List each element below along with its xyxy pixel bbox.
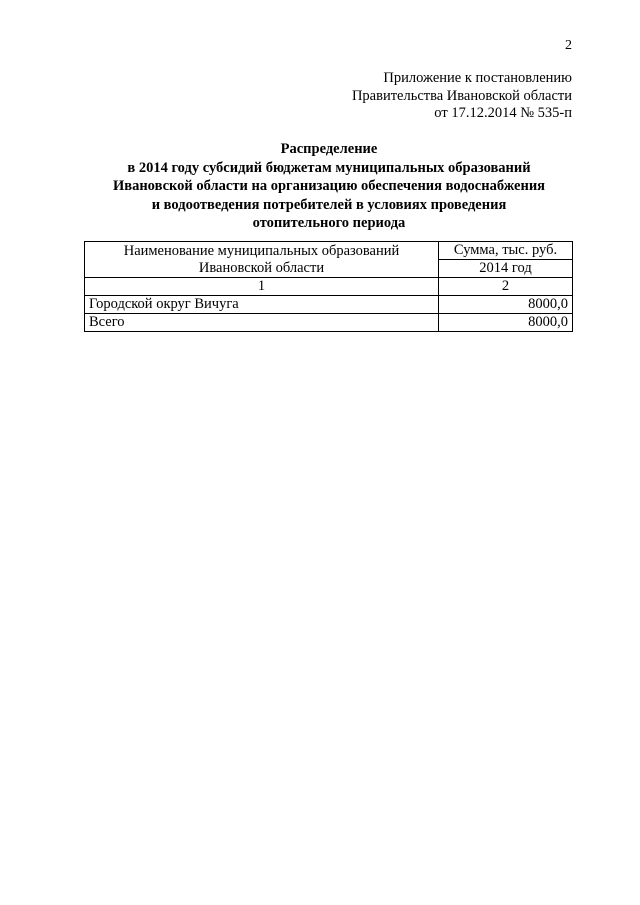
title-line-3: Ивановской области на организацию обеспечения водоснабжения [112, 178, 546, 194]
title-line-1: Распределение [280, 141, 378, 157]
appendix-line-3: от 17.12.2014 № 535-п [434, 105, 572, 121]
column-number-2: 2 [439, 278, 573, 296]
header-sum-cell: Сумма, тыс. руб. [439, 242, 573, 260]
appendix-reference [352, 70, 572, 123]
appendix-line-2: Правительства Ивановской области [351, 87, 572, 104]
title-line-4: и водоотведения потребителей в условиях проведения [151, 196, 507, 213]
table-row-total [85, 314, 573, 332]
document-title [84, 140, 574, 233]
header-name-line-2: Ивановской области [198, 259, 325, 276]
header-name-line-1: Наименование муниципальных образований [123, 242, 400, 259]
page-number: 2 [565, 38, 572, 53]
header-year-cell: 2014 год [439, 260, 573, 278]
appendix-line-1: Приложение к постановлению [383, 70, 572, 86]
title-line-2: в 2014 году субсидий бюджетам муниципальных образований [127, 159, 531, 176]
row-amount-cell: 8000,0 [439, 296, 573, 314]
column-number-row [85, 278, 573, 296]
distribution-table [84, 241, 573, 332]
header-name-cell [85, 242, 439, 278]
total-name-cell: Всего [85, 314, 439, 332]
row-name-cell: Городской округ Вичуга [85, 296, 439, 314]
total-amount-cell: 8000,0 [439, 314, 573, 332]
table-header-row-1 [85, 242, 573, 260]
column-number-1: 1 [85, 278, 439, 296]
title-line-5: отопительного периода [252, 215, 406, 231]
table-row [85, 296, 573, 314]
